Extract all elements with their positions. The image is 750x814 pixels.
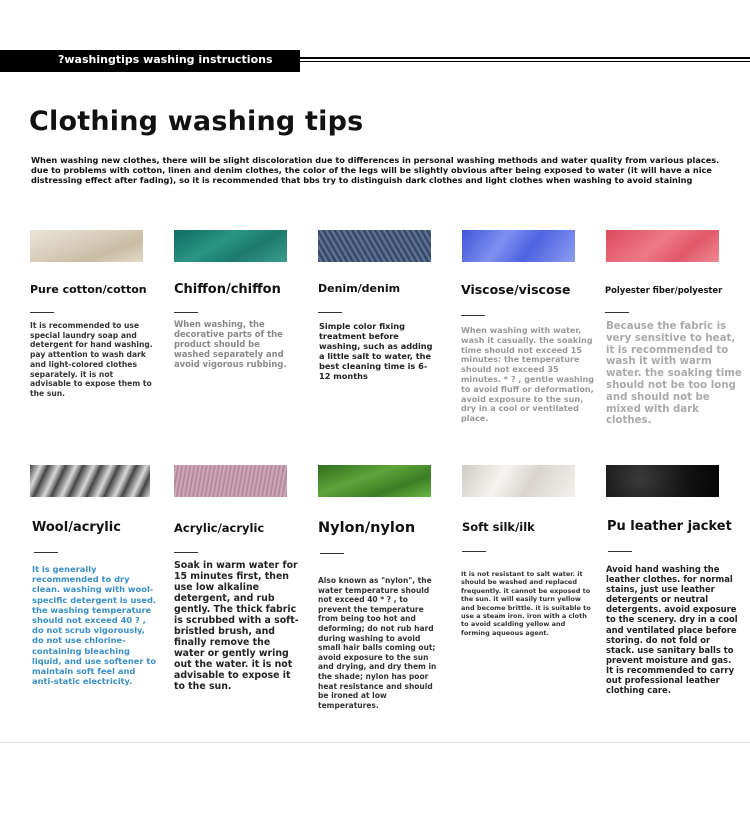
fabric-name-chiffon: Chiffon/chiffon [174,282,281,297]
banner-text: ?washingtips washing instructions [58,53,273,66]
fabric-desc-chiffon: When washing, the decorative parts of the product should be washed separately and avoid vigorous rubbing. [174,319,287,369]
fabric-desc-pu-leather: Avoid hand washing the leather clothes. for normal stains, just use leather detergents or neutral detergents. avoid exposure to the scenery. dry in a cool and ventilated place before storing. do not fold or stack. use sanitary balls to prevent moisture and gas. It is recommended to carry out professional leather clothing care. [606,564,738,696]
swatch-silk [462,465,575,497]
fabric-desc-viscose: When washing with water, wash it casually. the soaking time should not exceed 15 minutes: the temperature should not exceed 35 minutes. * ? , gentle washing to avoid fluff or deformation, avoid exposure to the sun, dry in a cool or ventilated place. [461,325,595,424]
fabric-name-pu-leather: Pu leather jacket [607,519,732,534]
fabric-name-silk: Soft silk/ilk [462,520,535,534]
page-title: Clothing washing tips [29,106,364,137]
separator-dash [462,551,486,552]
swatch-chiffon [174,230,287,262]
fabric-desc-acrylic: Soak in warm water for 15 minutes first, then use low alkaline detergent, and rub gently. The thick fabric is scrubbed with a soft-bristled brush, and finally remove the water or gently wring out the water. it is not advisable to expose it to the sun. [174,560,299,692]
fabric-name-nylon: Nylon/nylon [318,520,416,536]
swatch-polyester [606,230,719,262]
banner [0,50,300,72]
fabric-name-polyester: Polyester fiber/polyester [605,285,723,295]
header-rule-thin [300,61,750,62]
fabric-name-acrylic: Acrylic/acrylic [174,521,265,535]
swatch-pu-leather [606,465,719,497]
separator-dash [34,552,58,553]
separator-dash [605,312,629,313]
footer-divider [0,742,750,743]
intro-paragraph: When washing new clothes, there will be slight discoloration due to differences in personal washing methods and water quality from various places. due to problems with cotton, linen and denim clothes, the color of the legs will be slightly obvious after being exposed to water (it will have a nice distressing effect after fading), so it is recommended that bbs try to distinguish dark clothes and light clothes when washing to avoid staining [31,155,720,185]
swatch-wool [30,465,150,497]
separator-dash [30,312,54,313]
fabric-desc-silk: It is not resistant to salt water. it should be washed and replaced frequently. it cannot be exposed to the sun. it will easily turn yellow and become brittle. it is suitable to use a steam iron. iron with a cloth to avoid scalding yellow and forming aqueous agent. [461,570,591,637]
fabric-desc-wool: It is generally recommended to dry clean. washing with wool-specific detergent is used. the washing temperature should not exceed 40 ? , do not scrub vigorously, do not use chlorine-containing bleaching liquid, and use softener to maintain soft feel and anti-static electricity. [32,564,157,687]
fabric-name-wool: Wool/acrylic [32,520,121,535]
separator-dash [320,553,344,554]
header-rule [300,57,750,59]
separator-dash [318,312,342,313]
swatch-cotton [30,230,143,262]
fabric-desc-cotton: It is recommended to use special laundry soap and detergent for hand washing. pay attention to wash dark and light-colored clothes separately. it is not advisable to expose them to the sun. [30,321,153,398]
separator-dash [608,551,632,552]
swatch-viscose [462,230,575,262]
fabric-name-viscose: Viscose/viscose [461,282,571,297]
swatch-acrylic [174,465,287,497]
fabric-name-denim: Denim/denim [318,282,401,295]
fabric-desc-polyester: Because the fabric is very sensitive to heat, it is recommended to wash it with warm water. the soaking time should not be too long and should not be mixed with dark clothes. [606,321,742,427]
separator-dash [174,552,198,553]
separator-dash [461,315,485,316]
fabric-desc-nylon: Also known as "nylon", the water temperature should not exceed 40 * ? , to prevent the temperature from being too hot and deforming; do not rub hard during washing to avoid small hair balls coming out; avoid exposure to the sun and drying, and dry them in the shade; nylon has poor heat resistance and should be ironed at low temperatures. [318,576,437,710]
swatch-denim [318,230,431,262]
separator-dash [174,312,198,313]
fabric-name-cotton: Pure cotton/cotton [30,283,147,296]
fabric-desc-denim: Simple color fixing treatment before washing, such as adding a little salt to water, the best cleaning time is 6-12 months [319,321,433,381]
swatch-nylon [318,465,431,497]
